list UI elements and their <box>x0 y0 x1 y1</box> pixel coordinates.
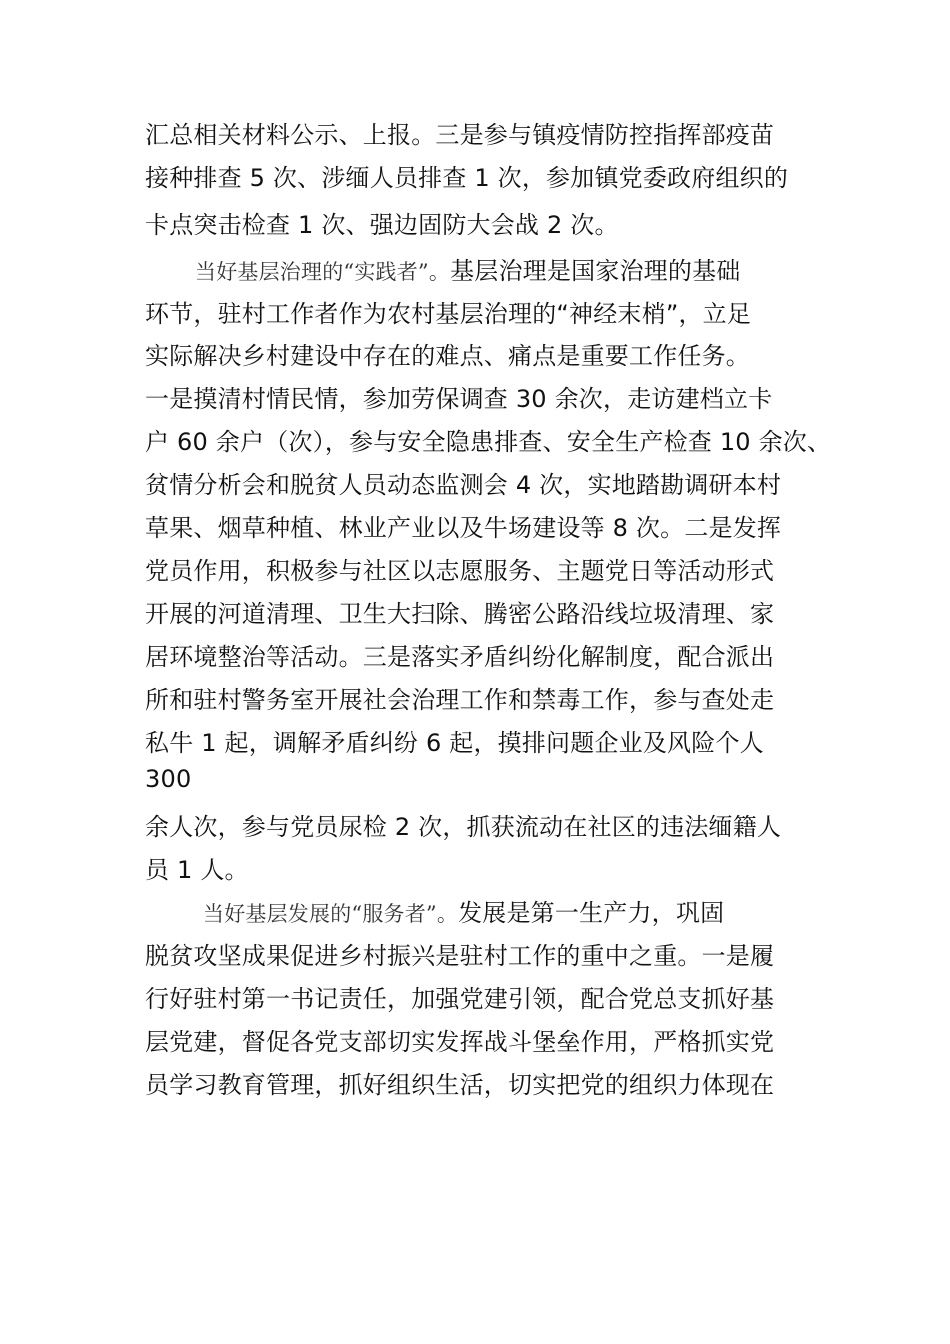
text-line: 居环境整治等活动。三是落实矛盾纠纷化解制度，配合派出 <box>145 643 775 671</box>
text-line: 行好驻村第一书记责任，加强党建引领，配合党总支抓好基 <box>145 985 775 1013</box>
text-line: 贫情分析会和脱贫人员动态监测会 4 次，实地踏勘调研本村 <box>145 471 782 499</box>
text-line: 汇总相关材料公示、上报。三是参与镇疫情防控指挥部疫苗 <box>145 121 775 149</box>
text-line: 环节，驻村工作者作为农村基层治理的“神经末梢”，立足 <box>145 300 752 328</box>
text-line: 300 <box>145 765 192 793</box>
text-line: 脱贫攻坚成果促进乡村振兴是驻村工作的重中之重。一是履 <box>145 942 775 970</box>
text-line: 草果、烟草种植、林业产业以及牛场建设等 8 次。二是发挥 <box>145 514 782 542</box>
text-line: 户 60 余户（次），参与安全隐患排查、安全生产检查 10 余次、 <box>145 428 832 456</box>
text-line: 所和驻村警务室开展社会治理工作和禁毒工作，参与查处走 <box>145 686 775 714</box>
section-heading: 当好基层发展的“服务者”。 <box>203 902 459 926</box>
text-line: 一是摸清村情民情，参加劳保调查 30 余次，走访建档立卡 <box>145 385 773 413</box>
text-line: 员 1 人。 <box>145 856 249 884</box>
text-line: 接种排查 5 次、涉缅人员排查 1 次，参加镇党委政府组织的 <box>145 164 789 192</box>
text-line: 开展的河道清理、卫生大扫除、腾密公路沿线垃圾清理、家 <box>145 600 775 628</box>
text-line: 余人次，参与党员尿检 2 次，抓获流动在社区的违法缅籍人 <box>145 813 782 841</box>
text-segment: 发展是第一生产力，巩固 <box>458 899 725 927</box>
text-line: 实际解决乡村建设中存在的难点、痛点是重要工作任务。 <box>145 342 750 370</box>
text-line: 层党建，督促各党支部切实发挥战斗堡垒作用，严格抓实党 <box>145 1028 775 1056</box>
text-line: 党员作用，积极参与社区以志愿服务、主题党日等活动形式 <box>145 557 775 585</box>
text-segment: 基层治理是国家治理的基础 <box>450 257 741 285</box>
section-heading: 当好基层治理的“实践者”。 <box>195 260 451 284</box>
text-line: 卡点突击检查 1 次、强边固防大会战 2 次。 <box>145 211 619 239</box>
paragraph-lead-line <box>195 256 740 287</box>
paragraph-lead-line <box>203 898 724 929</box>
text-line: 员学习教育管理，抓好组织生活，切实把党的组织力体现在 <box>145 1071 775 1099</box>
text-line: 私牛 1 起，调解矛盾纠纷 6 起，摸排问题企业及风险个人 <box>145 729 764 757</box>
